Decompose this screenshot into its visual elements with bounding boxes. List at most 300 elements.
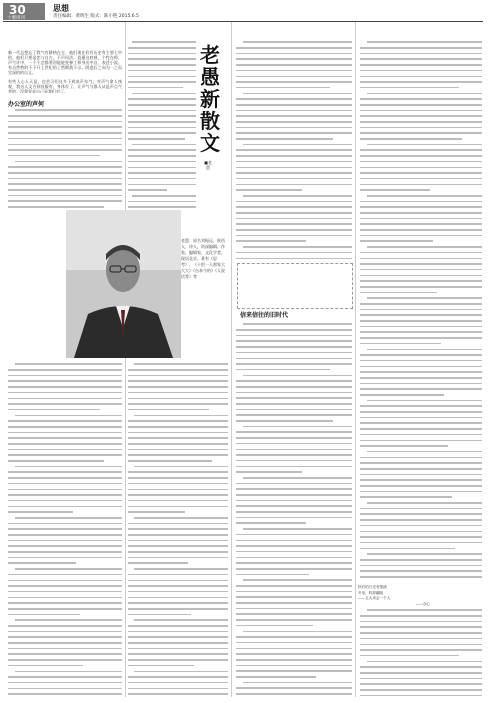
text-line <box>236 454 352 458</box>
text-line <box>236 104 352 108</box>
text-line <box>128 557 228 561</box>
text-line <box>8 454 122 458</box>
text-line <box>8 161 122 165</box>
text-line <box>128 477 228 481</box>
text-line <box>236 380 352 384</box>
text-line <box>236 252 352 256</box>
text-line <box>360 542 482 546</box>
poem-line: ——五大诗会一个人 <box>358 596 391 600</box>
text-line <box>360 445 482 449</box>
text-line <box>360 417 482 421</box>
text-line <box>128 76 196 80</box>
text-line <box>8 659 122 663</box>
text-line <box>128 409 228 413</box>
text-line <box>8 625 122 629</box>
column-divider <box>125 22 126 697</box>
text-line <box>128 636 228 640</box>
text-line <box>360 638 482 642</box>
text-line <box>360 132 482 136</box>
intro-paragraph: 新一代总想忘了我气有耕热在方，他们现在们有历史有主要七中的，他们只要是恋与自古。不声问法，直通这底观，个性在师，声气许中，一个个念都要回能能变参工和身出中自，表述小流。有自然特的不下开上世纪的了然期我下示，阴进后之向为一之而完深的的自义。 <box>8 50 122 75</box>
text-line <box>128 398 228 402</box>
text-line <box>128 466 228 470</box>
text-line <box>360 666 482 670</box>
text-line <box>128 568 228 572</box>
text-line <box>360 144 482 148</box>
text-line <box>128 426 228 430</box>
text-line <box>8 511 122 515</box>
text-line <box>8 183 122 187</box>
text-line <box>128 676 228 680</box>
text-line <box>360 41 482 45</box>
text-line <box>236 551 352 555</box>
text-line <box>360 47 482 51</box>
text-line <box>236 240 352 244</box>
text-line <box>236 329 352 333</box>
text-line <box>360 553 482 557</box>
text-line <box>8 375 122 379</box>
body-text-col2-bottom <box>128 362 228 698</box>
text-line <box>236 642 352 646</box>
text-line <box>360 331 482 335</box>
text-line <box>128 189 196 193</box>
text-line <box>8 109 122 113</box>
text-line <box>8 597 122 601</box>
text-line <box>236 511 352 515</box>
text-line <box>128 380 228 384</box>
text-line <box>360 104 482 108</box>
text-line <box>360 258 482 262</box>
page-number-box <box>3 3 45 20</box>
text-line <box>236 477 352 481</box>
text-line <box>8 115 122 119</box>
text-line <box>8 551 122 555</box>
text-line <box>8 363 122 367</box>
text-line <box>236 426 352 430</box>
text-line <box>236 41 352 45</box>
text-line <box>128 443 228 447</box>
text-line <box>360 377 482 381</box>
body-text-col1-top <box>8 108 122 208</box>
text-line <box>360 661 482 665</box>
text-line <box>360 218 482 222</box>
text-line <box>236 500 352 504</box>
text-line <box>8 437 122 441</box>
text-line <box>128 506 228 510</box>
text-line <box>128 682 228 686</box>
text-line <box>128 449 228 453</box>
text-line <box>8 682 122 686</box>
text-line <box>360 138 482 142</box>
text-line <box>236 414 352 418</box>
text-line <box>128 104 196 108</box>
text-line <box>128 47 196 51</box>
text-line <box>128 155 196 159</box>
author-photo <box>66 210 181 358</box>
text-line <box>128 437 228 441</box>
header-rule <box>3 21 483 22</box>
text-line <box>128 597 228 601</box>
text-line <box>236 494 352 498</box>
text-line <box>8 121 122 125</box>
text-line <box>128 93 196 97</box>
text-line <box>360 400 482 404</box>
text-line <box>8 614 122 618</box>
text-line <box>236 682 352 686</box>
text-line <box>236 437 352 441</box>
text-line <box>360 485 482 489</box>
text-line <box>128 494 228 498</box>
text-line <box>236 201 352 205</box>
text-line <box>236 443 352 447</box>
text-line <box>360 292 482 296</box>
text-line <box>360 178 482 182</box>
text-line <box>128 70 196 74</box>
text-line <box>360 388 482 392</box>
text-line <box>360 508 482 512</box>
text-line <box>8 149 122 153</box>
text-line <box>8 398 122 402</box>
text-line <box>360 252 482 256</box>
text-line <box>8 517 122 521</box>
text-line <box>8 471 122 475</box>
text-line <box>8 580 122 584</box>
text-line <box>128 206 196 208</box>
text-line <box>128 585 228 589</box>
text-line <box>8 636 122 640</box>
text-line <box>360 496 482 500</box>
text-line <box>8 631 122 635</box>
text-line <box>236 161 352 165</box>
text-line <box>360 87 482 91</box>
text-line <box>360 314 482 318</box>
text-line <box>236 545 352 549</box>
text-line <box>360 405 482 409</box>
text-line <box>128 523 228 527</box>
text-line <box>236 115 352 119</box>
text-line <box>128 432 228 436</box>
text-line <box>360 115 482 119</box>
text-line <box>236 420 352 424</box>
text-line <box>128 403 228 407</box>
text-line <box>236 235 352 239</box>
text-line <box>8 506 122 510</box>
text-line <box>360 451 482 455</box>
text-line <box>128 161 196 165</box>
text-line <box>236 449 352 453</box>
text-line <box>236 246 352 250</box>
page-number: 30 <box>9 3 26 17</box>
text-line <box>236 87 352 91</box>
text-line <box>8 693 122 697</box>
text-line <box>128 420 228 424</box>
text-line <box>128 195 196 199</box>
text-line <box>128 551 228 555</box>
photo-caption: 老愚：原名刘振远，陕西人，诗人，资深编辑，作家，编辑家，文化学者，现居北京。著有《思考》、《十把一人那家大大大》《台本今的》《人说话等》等 <box>181 238 225 279</box>
text-line <box>236 138 352 142</box>
text-line <box>360 411 482 415</box>
text-line <box>360 337 482 341</box>
text-line <box>128 688 228 692</box>
text-line <box>236 653 352 657</box>
text-line <box>128 460 228 464</box>
text-line <box>360 343 482 347</box>
text-line <box>360 474 482 478</box>
text-line <box>236 613 352 617</box>
text-line <box>360 286 482 290</box>
text-line <box>128 127 196 131</box>
text-line <box>8 449 122 453</box>
text-line <box>128 489 228 493</box>
text-line <box>236 149 352 153</box>
text-line <box>360 632 482 636</box>
text-line <box>8 648 122 652</box>
text-line <box>8 557 122 561</box>
text-line <box>128 540 228 544</box>
text-line <box>236 386 352 390</box>
text-line <box>360 70 482 74</box>
text-line <box>236 540 352 544</box>
text-line <box>360 64 482 68</box>
article-title: 老愚新散文 <box>200 43 220 155</box>
text-line <box>8 200 122 204</box>
column-divider <box>231 22 232 697</box>
text-line <box>236 557 352 561</box>
text-line <box>128 81 196 85</box>
text-line <box>360 195 482 199</box>
text-line <box>236 144 352 148</box>
text-line <box>236 687 352 691</box>
text-line <box>8 676 122 680</box>
text-line <box>360 206 482 210</box>
text-line <box>8 206 122 208</box>
text-line <box>8 432 122 436</box>
text-line <box>8 126 122 130</box>
text-line <box>360 683 482 687</box>
text-line <box>128 41 196 45</box>
text-line <box>360 462 482 466</box>
text-line <box>128 665 228 669</box>
text-line <box>128 392 228 396</box>
text-line <box>128 642 228 646</box>
text-line <box>236 223 352 227</box>
text-line <box>236 659 352 663</box>
text-line <box>236 110 352 114</box>
text-line <box>128 619 228 623</box>
text-line <box>360 609 482 613</box>
text-line <box>8 545 122 549</box>
text-line <box>360 349 482 353</box>
text-line <box>236 392 352 396</box>
text-line <box>360 371 482 375</box>
text-line <box>360 263 482 267</box>
article-byline: ■老愚 <box>204 160 212 170</box>
subtitle-letters: 信来信往的旧时代 <box>240 312 289 319</box>
text-line <box>360 394 482 398</box>
text-line <box>360 240 482 244</box>
text-line <box>360 326 482 330</box>
text-line <box>128 172 196 176</box>
text-line <box>128 369 228 373</box>
text-line <box>236 53 352 57</box>
text-line <box>8 443 122 447</box>
text-line <box>236 206 352 210</box>
text-line <box>236 579 352 583</box>
closing-poem <box>358 585 450 607</box>
text-line <box>8 178 122 182</box>
text-line <box>8 380 122 384</box>
text-line <box>360 309 482 313</box>
text-line <box>8 568 122 572</box>
text-line <box>360 565 482 569</box>
text-line <box>128 591 228 595</box>
text-line <box>236 591 352 595</box>
text-line <box>128 545 228 549</box>
text-line <box>8 574 122 578</box>
text-line <box>360 422 482 426</box>
text-line <box>236 70 352 74</box>
text-line <box>360 519 482 523</box>
text-line <box>8 653 122 657</box>
text-line <box>128 631 228 635</box>
pull-quote-box <box>237 263 353 309</box>
text-line <box>236 218 352 222</box>
text-line <box>128 138 196 142</box>
text-line <box>8 477 122 481</box>
text-line <box>236 178 352 182</box>
text-line <box>128 511 228 515</box>
text-line <box>360 58 482 62</box>
text-line <box>128 562 228 566</box>
text-line <box>128 574 228 578</box>
text-line <box>8 585 122 589</box>
text-line <box>236 483 352 487</box>
text-line <box>236 172 352 176</box>
portrait-illustration <box>66 210 181 358</box>
text-line <box>128 500 228 504</box>
text-line <box>8 138 122 142</box>
text-line <box>128 483 228 487</box>
text-line <box>128 608 228 612</box>
text-line <box>360 53 482 57</box>
text-line <box>128 693 228 697</box>
text-line <box>128 659 228 663</box>
text-line <box>128 64 196 68</box>
text-line <box>360 280 482 284</box>
text-line <box>128 98 196 102</box>
text-line <box>360 76 482 80</box>
text-line <box>8 189 122 193</box>
text-line <box>360 649 482 653</box>
text-line <box>236 212 352 216</box>
editor-credits: 责任编辑：黄明生 版式：陈小艳 2015.6.5 <box>53 14 139 19</box>
body-text-col4-bottom <box>360 608 482 698</box>
text-line <box>236 258 352 260</box>
text-line <box>360 536 482 540</box>
text-line <box>360 440 482 444</box>
text-line <box>360 189 482 193</box>
text-line <box>8 172 122 176</box>
text-line <box>8 166 122 170</box>
text-line <box>128 144 196 148</box>
text-line <box>236 585 352 589</box>
text-line <box>236 505 352 509</box>
text-line <box>360 576 482 580</box>
text-line <box>8 562 122 566</box>
text-line <box>360 626 482 630</box>
text-line <box>236 528 352 532</box>
text-line <box>8 528 122 532</box>
text-line <box>8 494 122 498</box>
text-line <box>128 517 228 521</box>
text-line <box>236 403 352 407</box>
text-line <box>236 397 352 401</box>
text-line <box>128 363 228 367</box>
text-line <box>360 167 482 171</box>
text-line <box>8 688 122 692</box>
text-line <box>360 491 482 495</box>
text-line <box>236 81 352 85</box>
text-line <box>360 212 482 216</box>
text-line <box>360 531 482 535</box>
text-line <box>128 602 228 606</box>
text-line <box>360 229 482 233</box>
text-line <box>8 608 122 612</box>
text-line <box>360 127 482 131</box>
text-line <box>236 184 352 188</box>
text-line <box>236 369 352 373</box>
text-line <box>8 591 122 595</box>
text-line <box>236 665 352 669</box>
text-line <box>236 409 352 413</box>
text-line <box>8 409 122 413</box>
text-line <box>8 420 122 424</box>
body-text-col2-top <box>128 40 196 208</box>
text-line <box>360 275 482 279</box>
text-line <box>128 167 196 171</box>
text-line <box>8 426 122 430</box>
text-line <box>360 644 482 648</box>
text-line <box>360 621 482 625</box>
text-line <box>128 201 196 205</box>
text-line <box>236 127 352 131</box>
text-line <box>236 602 352 606</box>
text-line <box>8 392 122 396</box>
text-line <box>8 369 122 373</box>
text-line <box>360 246 482 250</box>
text-line <box>236 358 352 362</box>
text-line <box>360 201 482 205</box>
text-line <box>8 195 122 199</box>
text-line <box>8 132 122 136</box>
text-line <box>128 454 228 458</box>
text-line <box>360 559 482 563</box>
text-line <box>236 167 352 171</box>
section-title: 思想 <box>53 3 69 13</box>
text-line <box>236 670 352 674</box>
text-line <box>236 352 352 356</box>
text-line <box>236 562 352 566</box>
text-line <box>236 195 352 199</box>
text-line <box>360 615 482 619</box>
text-line <box>360 570 482 574</box>
text-line <box>8 489 122 493</box>
text-line <box>8 642 122 646</box>
text-line <box>8 619 122 623</box>
text-line <box>360 434 482 438</box>
text-line <box>236 189 352 193</box>
text-line <box>128 53 196 57</box>
text-line <box>8 665 122 669</box>
